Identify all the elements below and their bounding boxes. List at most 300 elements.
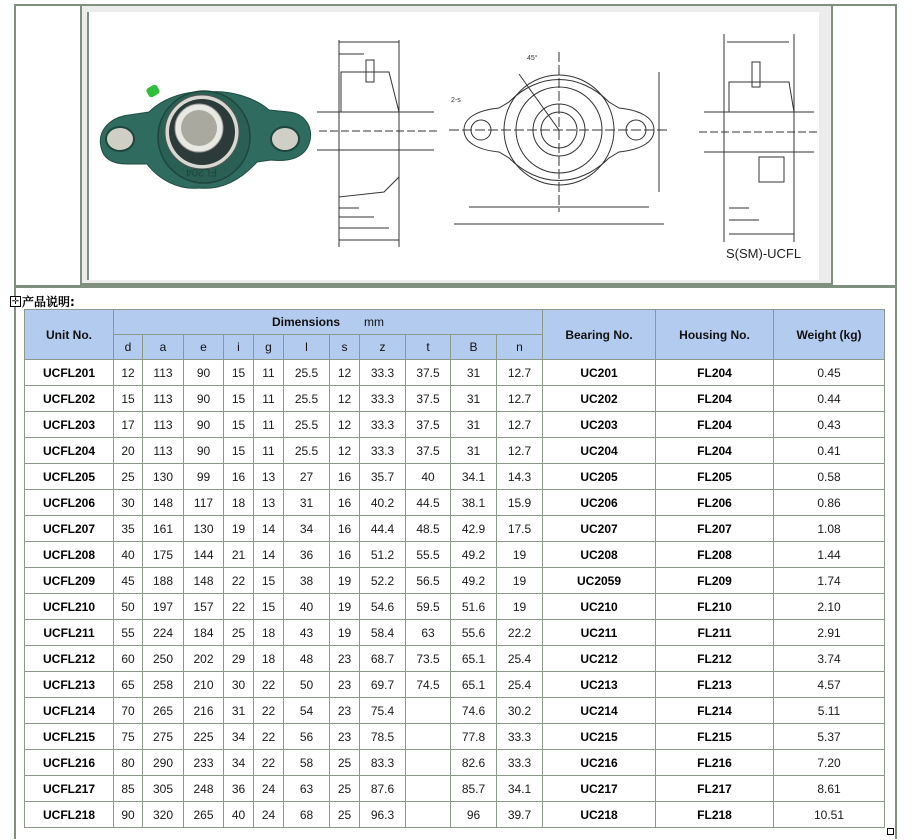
cell-housing: FL207 [656, 516, 774, 542]
table-row [25, 672, 885, 698]
table-row [25, 594, 885, 620]
cell-z: 69.7 [360, 672, 406, 698]
front-view-drawing [449, 52, 669, 224]
cell-g: 24 [254, 776, 284, 802]
cell-g: 11 [254, 412, 284, 438]
table-row [25, 490, 885, 516]
cell-bearing: UC213 [543, 672, 656, 698]
cell-n: 22.2 [497, 620, 543, 646]
table-row [25, 438, 885, 464]
cell-i: 22 [224, 568, 254, 594]
cell-housing: FL211 [656, 620, 774, 646]
cell-g: 11 [254, 386, 284, 412]
table-row [25, 412, 885, 438]
cell-t [406, 698, 451, 724]
cell-s: 19 [330, 594, 360, 620]
cell-z: 78.5 [360, 724, 406, 750]
cell-l: 54 [284, 698, 330, 724]
cell-e: 184 [184, 620, 224, 646]
bolt-label: 2-s [451, 97, 461, 104]
col-header-g: g [254, 335, 284, 360]
cell-b: 49.2 [451, 568, 497, 594]
table-row [25, 776, 885, 802]
cell-housing: FL217 [656, 776, 774, 802]
cell-n: 15.9 [497, 490, 543, 516]
cell-a: 113 [143, 360, 184, 386]
col-header-i: i [224, 335, 254, 360]
cell-i: 15 [224, 360, 254, 386]
cell-a: 258 [143, 672, 184, 698]
section-caption [10, 292, 75, 310]
table-row [25, 516, 885, 542]
cell-a: 113 [143, 438, 184, 464]
col-header-d: d [114, 335, 143, 360]
cell-a: 305 [143, 776, 184, 802]
cell-bearing: UC204 [543, 438, 656, 464]
cell-i: 15 [224, 438, 254, 464]
cell-z: 52.2 [360, 568, 406, 594]
cell-z: 54.6 [360, 594, 406, 620]
cell-i: 18 [224, 490, 254, 516]
drawing-label: S(SM)-UCFL [726, 246, 802, 261]
cell-i: 22 [224, 594, 254, 620]
cell-weight: 0.41 [774, 438, 885, 464]
cell-d: 30 [114, 490, 143, 516]
cell-e: 144 [184, 542, 224, 568]
col-header-a: a [143, 335, 184, 360]
cell-a: 175 [143, 542, 184, 568]
cell-z: 75.4 [360, 698, 406, 724]
cell-l: 63 [284, 776, 330, 802]
cell-t: 59.5 [406, 594, 451, 620]
col-header-B: B [451, 335, 497, 360]
cell-s: 16 [330, 516, 360, 542]
cell-n: 34.1 [497, 776, 543, 802]
cell-t: 56.5 [406, 568, 451, 594]
cell-s: 12 [330, 412, 360, 438]
cell-i: 15 [224, 412, 254, 438]
cell-b: 77.8 [451, 724, 497, 750]
cell-l: 43 [284, 620, 330, 646]
cell-n: 25.4 [497, 646, 543, 672]
cell-unit: UCFL206 [25, 490, 114, 516]
cell-t [406, 776, 451, 802]
cell-n: 14.3 [497, 464, 543, 490]
cell-s: 25 [330, 802, 360, 828]
cell-z: 33.3 [360, 386, 406, 412]
cell-housing: FL212 [656, 646, 774, 672]
cell-weight: 1.74 [774, 568, 885, 594]
cell-b: 74.6 [451, 698, 497, 724]
cell-n: 12.7 [497, 386, 543, 412]
cell-housing: FL204 [656, 438, 774, 464]
cell-weight: 4.57 [774, 672, 885, 698]
cell-z: 51.2 [360, 542, 406, 568]
col-header-t: t [406, 335, 451, 360]
cell-g: 14 [254, 516, 284, 542]
cell-unit: UCFL204 [25, 438, 114, 464]
cell-housing: FL206 [656, 490, 774, 516]
cell-s: 25 [330, 750, 360, 776]
cell-z: 96.3 [360, 802, 406, 828]
cell-d: 45 [114, 568, 143, 594]
cell-b: 31 [451, 438, 497, 464]
cell-weight: 1.44 [774, 542, 885, 568]
cell-d: 20 [114, 438, 143, 464]
side-view-drawing-2 [699, 34, 819, 242]
cell-unit: UCFL203 [25, 412, 114, 438]
cell-e: 157 [184, 594, 224, 620]
cell-unit: UCFL210 [25, 594, 114, 620]
cell-weight: 0.86 [774, 490, 885, 516]
table-row [25, 464, 885, 490]
cell-s: 23 [330, 698, 360, 724]
col-header-bearing-no: Bearing No. [543, 310, 656, 360]
cell-e: 90 [184, 412, 224, 438]
cell-d: 90 [114, 802, 143, 828]
cell-l: 36 [284, 542, 330, 568]
cell-l: 68 [284, 802, 330, 828]
cell-bearing: UC212 [543, 646, 656, 672]
side-view-drawing [317, 40, 439, 247]
cell-d: 50 [114, 594, 143, 620]
spec-table [24, 309, 885, 828]
cell-housing: FL204 [656, 360, 774, 386]
cell-i: 40 [224, 802, 254, 828]
cell-l: 25.5 [284, 360, 330, 386]
cell-housing: FL204 [656, 412, 774, 438]
cell-e: 99 [184, 464, 224, 490]
cell-z: 33.3 [360, 360, 406, 386]
cell-bearing: UC206 [543, 490, 656, 516]
table-row [25, 646, 885, 672]
cell-housing: FL209 [656, 568, 774, 594]
cell-g: 14 [254, 542, 284, 568]
cell-bearing: UC202 [543, 386, 656, 412]
cell-unit: UCFL208 [25, 542, 114, 568]
cell-housing: FL204 [656, 386, 774, 412]
cell-housing: FL218 [656, 802, 774, 828]
cell-b: 96 [451, 802, 497, 828]
col-header-n: n [497, 335, 543, 360]
col-header-housing-no: Housing No. [656, 310, 774, 360]
col-header-e: e [184, 335, 224, 360]
cell-t [406, 724, 451, 750]
cell-t: 37.5 [406, 412, 451, 438]
cell-unit: UCFL218 [25, 802, 114, 828]
cell-a: 224 [143, 620, 184, 646]
cell-e: 90 [184, 386, 224, 412]
table-row [25, 386, 885, 412]
cell-l: 58 [284, 750, 330, 776]
cell-d: 25 [114, 464, 143, 490]
cell-t: 37.5 [406, 386, 451, 412]
product-image [87, 12, 819, 280]
cell-t: 37.5 [406, 438, 451, 464]
cell-a: 290 [143, 750, 184, 776]
cell-bearing: UC214 [543, 698, 656, 724]
cell-bearing: UC207 [543, 516, 656, 542]
cell-e: 117 [184, 490, 224, 516]
cell-housing: FL208 [656, 542, 774, 568]
cell-z: 44.4 [360, 516, 406, 542]
cell-d: 15 [114, 386, 143, 412]
cell-g: 22 [254, 672, 284, 698]
cell-n: 19 [497, 568, 543, 594]
cell-s: 12 [330, 360, 360, 386]
cell-weight: 10.51 [774, 802, 885, 828]
cell-e: 90 [184, 360, 224, 386]
cell-s: 16 [330, 464, 360, 490]
col-header-l: l [284, 335, 330, 360]
cell-e: 248 [184, 776, 224, 802]
cell-t [406, 802, 451, 828]
cell-a: 320 [143, 802, 184, 828]
cell-unit: UCFL213 [25, 672, 114, 698]
cell-b: 55.6 [451, 620, 497, 646]
cell-e: 202 [184, 646, 224, 672]
cell-n: 33.3 [497, 750, 543, 776]
table-body [25, 360, 885, 828]
cell-s: 23 [330, 672, 360, 698]
cell-s: 16 [330, 542, 360, 568]
cell-a: 188 [143, 568, 184, 594]
cell-bearing: UC2059 [543, 568, 656, 594]
cell-e: 216 [184, 698, 224, 724]
cell-bearing: UC218 [543, 802, 656, 828]
divider [14, 285, 897, 288]
cell-b: 51.6 [451, 594, 497, 620]
col-header-dimensions: Dimensions mm [114, 310, 543, 335]
cell-weight: 2.91 [774, 620, 885, 646]
cell-e: 148 [184, 568, 224, 594]
cell-bearing: UC203 [543, 412, 656, 438]
cell-z: 87.6 [360, 776, 406, 802]
cell-z: 33.3 [360, 438, 406, 464]
cell-n: 25.4 [497, 672, 543, 698]
cell-housing: FL214 [656, 698, 774, 724]
cell-weight: 0.44 [774, 386, 885, 412]
cell-housing: FL205 [656, 464, 774, 490]
cell-n: 30.2 [497, 698, 543, 724]
cell-t: 55.5 [406, 542, 451, 568]
cell-s: 25 [330, 776, 360, 802]
cell-unit: UCFL205 [25, 464, 114, 490]
cell-weight: 0.45 [774, 360, 885, 386]
resize-handle[interactable] [887, 828, 894, 835]
table-row [25, 802, 885, 828]
cell-g: 22 [254, 698, 284, 724]
cell-s: 23 [330, 724, 360, 750]
cell-d: 12 [114, 360, 143, 386]
cell-unit: UCFL216 [25, 750, 114, 776]
cell-g: 15 [254, 568, 284, 594]
cell-d: 17 [114, 412, 143, 438]
cell-i: 16 [224, 464, 254, 490]
table-row [25, 568, 885, 594]
cell-i: 25 [224, 620, 254, 646]
cell-l: 50 [284, 672, 330, 698]
cell-z: 68.7 [360, 646, 406, 672]
cell-a: 275 [143, 724, 184, 750]
cell-l: 27 [284, 464, 330, 490]
caption-text: 产品说明: [22, 294, 75, 309]
cell-b: 31 [451, 412, 497, 438]
cell-a: 161 [143, 516, 184, 542]
cell-t: 48.5 [406, 516, 451, 542]
cell-s: 12 [330, 386, 360, 412]
cell-e: 210 [184, 672, 224, 698]
cell-unit: UCFL202 [25, 386, 114, 412]
table-row [25, 360, 885, 386]
cell-a: 197 [143, 594, 184, 620]
cell-bearing: UC201 [543, 360, 656, 386]
cell-n: 12.7 [497, 438, 543, 464]
cell-unit: UCFL214 [25, 698, 114, 724]
cell-unit: UCFL212 [25, 646, 114, 672]
cell-bearing: UC211 [543, 620, 656, 646]
cell-housing: FL210 [656, 594, 774, 620]
table-row [25, 542, 885, 568]
cell-z: 58.4 [360, 620, 406, 646]
cell-weight: 0.43 [774, 412, 885, 438]
cell-g: 24 [254, 802, 284, 828]
cell-l: 25.5 [284, 438, 330, 464]
cell-a: 250 [143, 646, 184, 672]
cell-a: 113 [143, 386, 184, 412]
cell-bearing: UC215 [543, 724, 656, 750]
cell-bearing: UC216 [543, 750, 656, 776]
svg-text:FL204: FL204 [185, 166, 217, 178]
cell-i: 34 [224, 750, 254, 776]
cell-e: 90 [184, 438, 224, 464]
cell-weight: 3.74 [774, 646, 885, 672]
cell-s: 12 [330, 438, 360, 464]
bearing-photo [100, 84, 310, 189]
cell-g: 22 [254, 724, 284, 750]
cell-d: 80 [114, 750, 143, 776]
cell-i: 29 [224, 646, 254, 672]
cell-t: 40 [406, 464, 451, 490]
cell-t: 73.5 [406, 646, 451, 672]
bearing-illustration [89, 12, 819, 280]
cell-weight: 0.58 [774, 464, 885, 490]
cell-n: 39.7 [497, 802, 543, 828]
cell-b: 31 [451, 386, 497, 412]
cell-b: 65.1 [451, 672, 497, 698]
cell-l: 38 [284, 568, 330, 594]
cell-i: 34 [224, 724, 254, 750]
cell-n: 19 [497, 594, 543, 620]
cell-g: 13 [254, 490, 284, 516]
cell-d: 35 [114, 516, 143, 542]
cell-unit: UCFL201 [25, 360, 114, 386]
cell-a: 265 [143, 698, 184, 724]
cell-l: 34 [284, 516, 330, 542]
table-row [25, 724, 885, 750]
cell-unit: UCFL215 [25, 724, 114, 750]
cell-bearing: UC205 [543, 464, 656, 490]
cell-s: 19 [330, 568, 360, 594]
cell-a: 130 [143, 464, 184, 490]
col-header-unit-no: Unit No. [25, 310, 114, 360]
cell-l: 25.5 [284, 412, 330, 438]
cell-b: 85.7 [451, 776, 497, 802]
cell-z: 83.3 [360, 750, 406, 776]
table-row [25, 620, 885, 646]
cell-weight: 5.37 [774, 724, 885, 750]
cell-housing: FL215 [656, 724, 774, 750]
cell-i: 15 [224, 386, 254, 412]
cell-a: 113 [143, 412, 184, 438]
cell-s: 19 [330, 620, 360, 646]
cell-b: 65.1 [451, 646, 497, 672]
cell-bearing: UC210 [543, 594, 656, 620]
angle-label: 45° [527, 55, 538, 62]
cell-g: 11 [254, 360, 284, 386]
cell-t: 37.5 [406, 360, 451, 386]
cell-i: 36 [224, 776, 254, 802]
cell-n: 12.7 [497, 360, 543, 386]
cell-housing: FL216 [656, 750, 774, 776]
cell-g: 18 [254, 646, 284, 672]
cell-housing: FL213 [656, 672, 774, 698]
cell-e: 130 [184, 516, 224, 542]
cell-b: 82.6 [451, 750, 497, 776]
cell-z: 33.3 [360, 412, 406, 438]
cell-t: 44.5 [406, 490, 451, 516]
cell-i: 21 [224, 542, 254, 568]
cell-b: 49.2 [451, 542, 497, 568]
cell-g: 22 [254, 750, 284, 776]
cell-g: 11 [254, 438, 284, 464]
cell-l: 48 [284, 646, 330, 672]
cell-unit: UCFL209 [25, 568, 114, 594]
cell-unit: UCFL211 [25, 620, 114, 646]
cell-i: 19 [224, 516, 254, 542]
cell-unit: UCFL207 [25, 516, 114, 542]
table-row [25, 750, 885, 776]
cell-a: 148 [143, 490, 184, 516]
move-anchor-icon[interactable]: ✛ [11, 295, 20, 306]
cell-unit: UCFL217 [25, 776, 114, 802]
cell-l: 25.5 [284, 386, 330, 412]
cell-t: 74.5 [406, 672, 451, 698]
cell-bearing: UC217 [543, 776, 656, 802]
cell-e: 225 [184, 724, 224, 750]
cell-i: 30 [224, 672, 254, 698]
col-header-weight: Weight (kg) [774, 310, 885, 360]
cell-d: 40 [114, 542, 143, 568]
cell-e: 233 [184, 750, 224, 776]
cell-g: 15 [254, 594, 284, 620]
cell-t [406, 750, 451, 776]
cell-l: 56 [284, 724, 330, 750]
cell-b: 34.1 [451, 464, 497, 490]
cell-n: 19 [497, 542, 543, 568]
table-row [25, 698, 885, 724]
cell-n: 12.7 [497, 412, 543, 438]
cell-weight: 7.20 [774, 750, 885, 776]
col-header-z: z [360, 335, 406, 360]
cell-weight: 8.61 [774, 776, 885, 802]
cell-b: 31 [451, 360, 497, 386]
cell-s: 16 [330, 490, 360, 516]
cell-bearing: UC208 [543, 542, 656, 568]
cell-z: 40.2 [360, 490, 406, 516]
cell-d: 85 [114, 776, 143, 802]
cell-weight: 5.11 [774, 698, 885, 724]
